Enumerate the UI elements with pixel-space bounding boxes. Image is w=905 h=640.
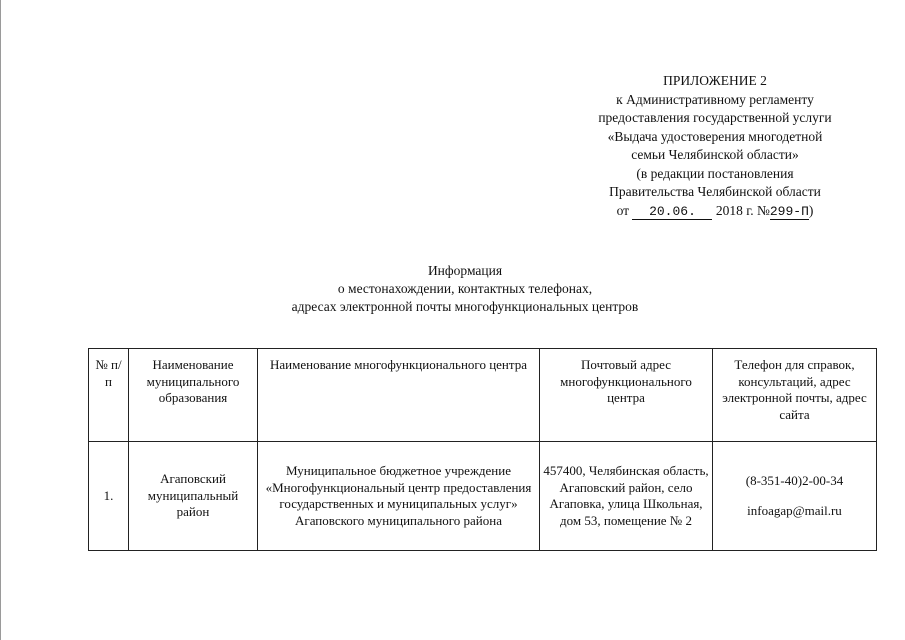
heading-subtitle: о местонахождении, контактных телефонах, (337, 281, 593, 296)
contact-spacer (716, 489, 873, 503)
header-municipality: Наименование муниципального образования (129, 349, 258, 442)
heading-title: Информация (427, 263, 503, 278)
closing-paren: ) (808, 202, 814, 218)
header-center-name: Наименование многофункционального центра (258, 349, 540, 442)
contact-email: infoagap@mail.ru (747, 503, 842, 518)
appendix-line: к Административному регламенту (616, 91, 814, 107)
date-prefix: от (616, 202, 630, 218)
appendix-title: ПРИЛОЖЕНИЕ 2 (663, 73, 767, 88)
appendix-block (565, 72, 865, 220)
appendix-line: «Выдача удостоверения многодетной (607, 128, 823, 144)
table-header-row (89, 349, 877, 442)
cell-center-name: Муниципальное бюджетное учреждение «Многофункциональный центр предоставления государственных и муниципальных услуг» Агаповского муниципального района (258, 442, 540, 551)
table-row (89, 442, 877, 551)
document-heading (230, 262, 700, 316)
heading-subtitle: адресах электронной почты многофункциональных центров (291, 299, 639, 314)
appendix-line: (в редакции постановления (636, 165, 794, 181)
cell-municipality: Агаповский муниципальный район (129, 442, 258, 551)
cell-contacts (713, 442, 877, 551)
year-number-text: 2018 г. № (715, 202, 770, 218)
centers-table (88, 348, 877, 551)
scan-edge-line (0, 0, 1, 640)
date-value: 20.06. (632, 205, 712, 220)
header-postal-address: Почтовый адрес многофункционального центра (540, 349, 713, 442)
header-number: № п/п (89, 349, 129, 442)
appendix-date-line (565, 202, 865, 221)
cell-postal-address: 457400, Челябинская область, Агаповский район, село Агаповка, улица Школьная, дом 53, помещение № 2 (540, 442, 713, 551)
appendix-line: предоставления государственной услуги (598, 110, 832, 125)
cell-number: 1. (89, 442, 129, 551)
appendix-line: Правительства Челябинской области (609, 184, 821, 199)
contact-phone: (8-351-40)2-00-34 (745, 472, 844, 488)
appendix-line: семьи Челябинской области» (631, 147, 799, 162)
document-number: 299-П (769, 203, 809, 219)
header-contacts: Телефон для справок, консультаций, адрес электронной почты, адрес сайта (713, 349, 877, 442)
